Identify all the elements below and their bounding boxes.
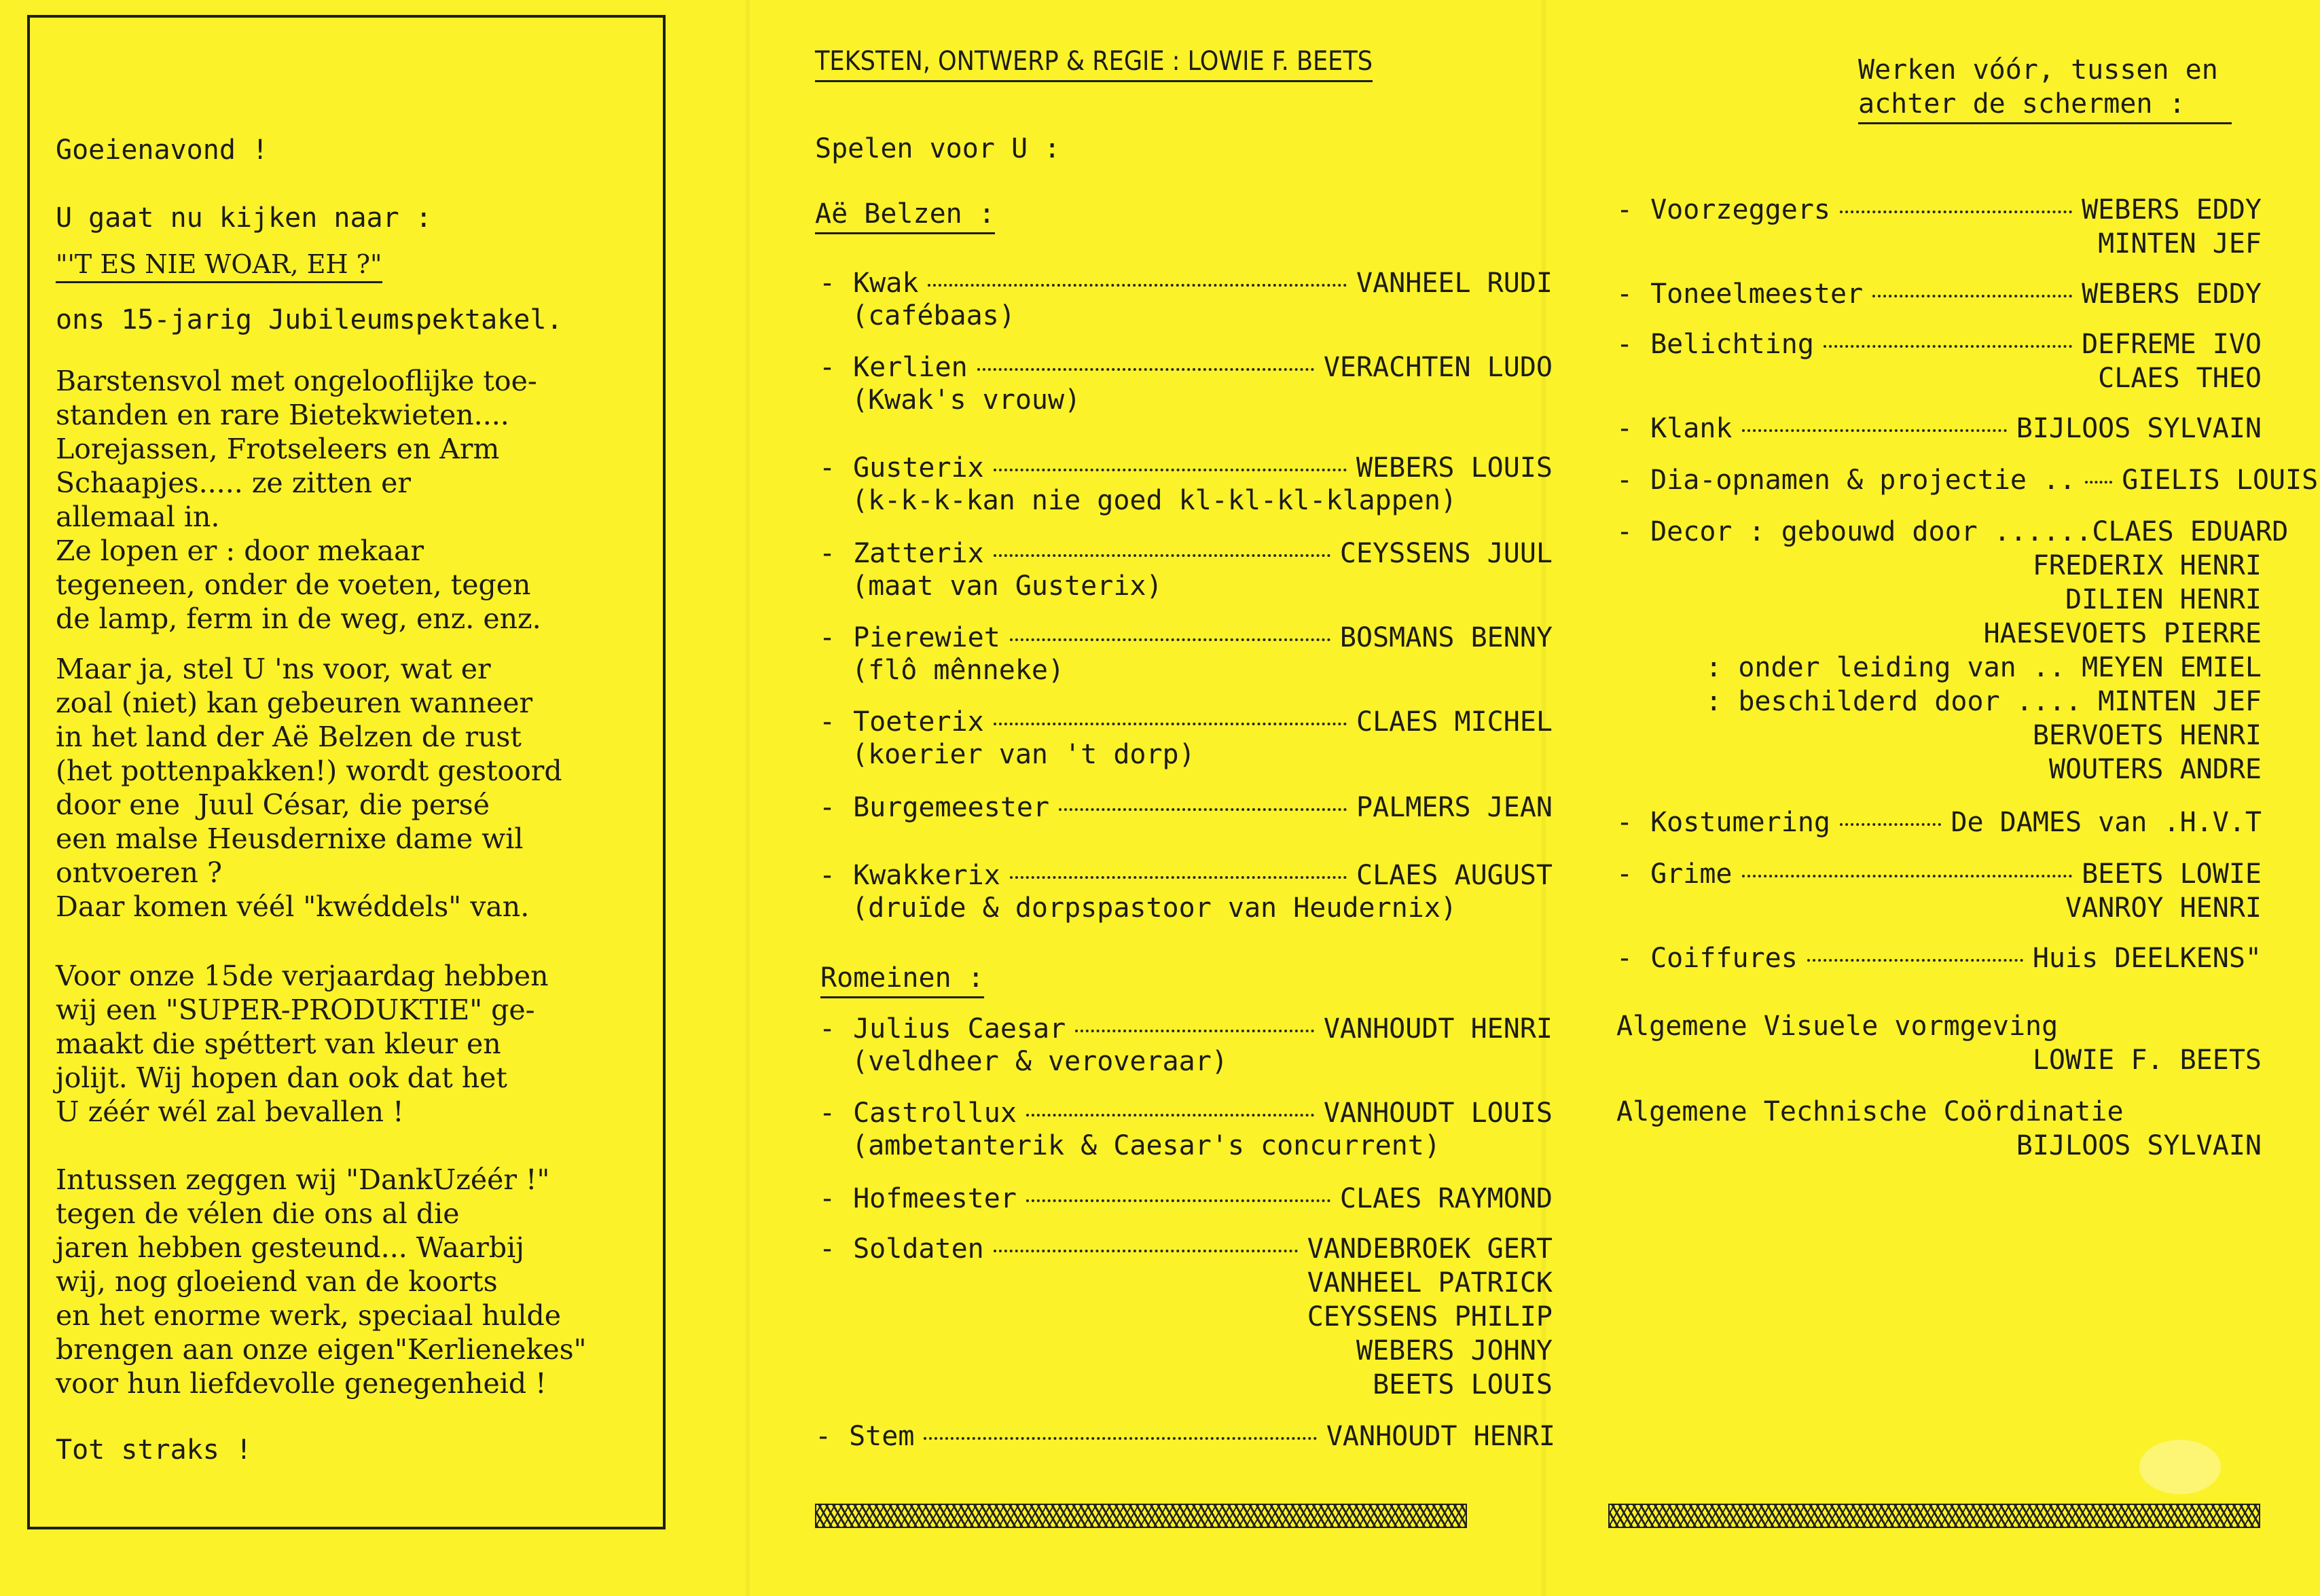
- dash-mark: -: [819, 1183, 836, 1214]
- dash-mark: -: [1616, 516, 1633, 547]
- crew-role: Grime: [1650, 858, 1733, 890]
- paragraph-line: allemaal in.: [56, 501, 220, 533]
- crew-name: WEBERS EDDY: [2082, 278, 2262, 310]
- leader-dots: [1840, 211, 2072, 213]
- crew-name: CLAES THEO: [2098, 363, 2262, 394]
- cast-entry: [819, 537, 1553, 570]
- actor-name: VANHOUDT LOUIS: [1323, 1098, 1553, 1129]
- paragraph-line: tegeneen, onder de voeten, tegen: [56, 568, 531, 601]
- leader-dots: [1824, 345, 2072, 348]
- dash-mark: -: [1616, 278, 1633, 310]
- role-name: Gusterix: [853, 452, 984, 484]
- paragraph-line: en het enorme werk, speciaal hulde: [56, 1299, 561, 1332]
- intro-text: U gaat nu kijken naar :: [56, 202, 432, 234]
- paragraph-line: de lamp, ferm in de weg, enz. enz.: [56, 602, 541, 635]
- visueel-label: Algemene Visuele vormgeving: [1616, 1011, 2059, 1042]
- crew-role: Coiffures: [1650, 943, 1798, 974]
- role-note: (koerier van 't dorp): [852, 739, 1195, 770]
- actor-name: VERACHTEN LUDO: [1323, 352, 1553, 383]
- crew-name: BERVOETS HENRI: [2032, 720, 2262, 751]
- crew-name: MINTEN JEF: [2098, 686, 2262, 717]
- role-name: Burgemeester: [853, 792, 1050, 823]
- visueel-name: LOWIE F. BEETS: [2032, 1045, 2262, 1076]
- crew-name: GIELIS LOUIS: [2122, 465, 2319, 496]
- paragraph-line: maakt die spéttert van kleur en: [56, 1028, 501, 1060]
- crew-name: CLAES EDUARD: [2092, 516, 2289, 547]
- paragraph-line: U zéér wél zal bevallen !: [56, 1095, 404, 1128]
- cast-entry: [819, 791, 1553, 824]
- dash-mark: -: [819, 538, 836, 569]
- crew-header-line2: achter de schermen :: [1858, 87, 2232, 124]
- paragraph-line: Intussen zeggen wij "DankUzéér !": [56, 1163, 550, 1196]
- leader-dots: [1010, 876, 1347, 879]
- role-name: Soldaten: [853, 1233, 984, 1265]
- jubilee-text: ons 15-jarig Jubileumspektakel.: [56, 304, 563, 335]
- dash-mark: -: [819, 622, 836, 653]
- cast-entry: [819, 1096, 1553, 1130]
- leader-dots: [1807, 959, 2023, 962]
- actor-name: CLAES RAYMOND: [1339, 1183, 1553, 1214]
- crew-name: BIJLOOS SYLVAIN: [2016, 413, 2262, 444]
- dash-mark: -: [819, 352, 836, 383]
- role-name: Toeterix: [853, 706, 984, 738]
- dash-mark: -: [1616, 943, 1633, 974]
- paragraph-line: ontvoeren ?: [56, 856, 222, 889]
- show-title: "'T ES NIE WOAR, EH ?": [56, 249, 382, 283]
- crew-name: WOUTERS ANDRE: [2048, 754, 2262, 785]
- decorative-hatch-bar: [815, 1504, 1467, 1528]
- leader-dots: [1872, 295, 2072, 297]
- crew-role: Kostumering: [1650, 807, 1830, 838]
- cast-entry-stem: - Stem VANHOUDT HENRI: [815, 1421, 1555, 1452]
- paragraph-line: Daar komen véél "kwéddels" van.: [56, 890, 530, 923]
- leader-dots: [1742, 875, 2073, 877]
- crew-name: De DAMES van .H.V.T: [1951, 807, 2262, 838]
- paragraph-line: jolijt. Wij hopen dan ook dat het: [56, 1062, 507, 1094]
- role-note: (druïde & dorpspastoor van Heudernix): [852, 892, 1457, 924]
- credits-header: TEKSTEN, ONTWERP & REGIE : LOWIE F. BEETS: [815, 45, 1373, 82]
- leader-dots: [994, 1250, 1298, 1252]
- role-name: Stem: [849, 1421, 915, 1452]
- decor-painted-line: [1705, 685, 2262, 719]
- paragraph-line: wij, nog gloeiend van de koorts: [56, 1265, 498, 1298]
- technisch-name: BIJLOOS SYLVAIN: [2016, 1130, 2262, 1161]
- group-heading-romeinen: Romeinen :: [820, 961, 984, 998]
- decorative-hatch-bar: [1608, 1504, 2260, 1528]
- technisch-label: Algemene Technische Coördinatie: [1616, 1096, 2124, 1127]
- actor-name: CLAES AUGUST: [1356, 860, 1553, 891]
- leader-dots: [1075, 1030, 1314, 1032]
- leader-dots: [1026, 1114, 1314, 1117]
- paragraph-line: Schaapjes..... ze zitten er: [56, 467, 411, 499]
- paragraph-line: zoal (niet) kan gebeuren wanneer: [56, 687, 533, 719]
- crew-entry: [1616, 941, 2262, 975]
- paragraph-line: Lorejassen, Frotseleers en Arm: [56, 433, 500, 465]
- left-panel: [0, 0, 713, 1596]
- leader-dots: [994, 469, 1347, 471]
- crew-name: Huis DEELKENS": [2032, 943, 2262, 974]
- dash-mark: -: [819, 268, 836, 299]
- actor-name: WEBERS LOUIS: [1356, 452, 1553, 484]
- actor-name: CEYSSENS PHILIP: [1307, 1301, 1553, 1332]
- right-panel: [1576, 0, 2319, 1596]
- leader-dots: [1010, 638, 1330, 641]
- role-note: (maat van Gusterix): [852, 570, 1163, 602]
- crew-role: Belichting: [1650, 329, 1814, 360]
- actor-name: VANDEBROEK GERT: [1307, 1233, 1553, 1265]
- cast-entry: [819, 350, 1553, 384]
- role-note: (cafébaas): [852, 300, 1015, 331]
- paragraph-line: voor hun liefdevolle genegenheid !: [56, 1367, 547, 1400]
- dash-mark: -: [819, 706, 836, 738]
- role-name: Kerlien: [853, 352, 968, 383]
- dash-mark: -: [1616, 329, 1633, 360]
- greeting: Goeienavond !: [56, 134, 269, 166]
- dash-mark: -: [819, 1233, 836, 1265]
- middle-panel: [767, 0, 1555, 1596]
- crew-role: Dia-opnamen & projectie ..: [1650, 465, 2076, 496]
- crew-role: Toneelmeester: [1650, 278, 1864, 310]
- dash-mark: -: [819, 792, 836, 823]
- dash-mark: -: [819, 452, 836, 484]
- actor-name: CEYSSENS JUUL: [1339, 538, 1553, 569]
- crew-name: MINTEN JEF: [2098, 228, 2262, 259]
- paragraph-line: jaren hebben gesteund... Waarbij: [56, 1231, 524, 1264]
- cast-entry: [819, 621, 1553, 655]
- role-name: Pierewiet: [853, 622, 1000, 653]
- paragraph-line: standen en rare Bietekwieten....: [56, 399, 509, 431]
- role-note: (k-k-k-kan nie goed kl-kl-kl-klappen): [852, 485, 1457, 516]
- leader-dots: [2085, 481, 2112, 484]
- crew-role: Klank: [1650, 413, 1733, 444]
- crew-entry: [1616, 857, 2262, 891]
- crew-entry: [1616, 277, 2262, 311]
- role-name: Kwak: [853, 268, 919, 299]
- actor-name: VANHOUDT HENRI: [1326, 1421, 1555, 1452]
- closing-text: Tot straks !: [56, 1434, 252, 1466]
- role-note: (veldheer & veroveraar): [852, 1046, 1228, 1077]
- crew-entry-decor: [1616, 515, 2289, 549]
- crew-name: FREDERIX HENRI: [2032, 550, 2262, 581]
- role-note: (ambetanterik & Caesar's concurrent): [852, 1130, 1440, 1161]
- paragraph-line: Maar ja, stel U 'ns voor, wat er: [56, 653, 491, 685]
- crew-name: BEETS LOWIE: [2082, 858, 2262, 890]
- crew-name: WEBERS EDDY: [2082, 194, 2262, 225]
- actor-name: PALMERS JEAN: [1356, 792, 1553, 823]
- leader-dots: [994, 554, 1330, 557]
- cast-entry: [819, 705, 1553, 739]
- actor-name: VANHOUDT HENRI: [1323, 1013, 1553, 1045]
- leader-dots: [928, 284, 1347, 287]
- actor-name: BEETS LOUIS: [1373, 1369, 1553, 1400]
- paragraph-line: (het pottenpakken!) wordt gestoord: [56, 755, 562, 787]
- decor-lead-label: : onder leiding van ..: [1705, 652, 2065, 683]
- paragraph-line: een malse Heusdernixe dame wil: [56, 822, 524, 855]
- decor-lead-line: [1705, 651, 2262, 685]
- crew-entry: [1616, 463, 2319, 497]
- role-note: (flô mênneke): [852, 655, 1065, 686]
- actor-name: CLAES MICHEL: [1356, 706, 1553, 738]
- spelen-heading: Spelen voor U :: [815, 133, 1061, 164]
- paragraph-line: wij een "SUPER-PRODUKTIE" ge-: [56, 994, 535, 1026]
- group-heading-belzen: Aë Belzen :: [815, 197, 995, 234]
- paper-smudge: [2139, 1440, 2221, 1494]
- crew-entry: [1616, 193, 2262, 227]
- leader-dots: [1742, 429, 2007, 432]
- decor-painted-label: : beschilderd door ....: [1705, 686, 2082, 717]
- dash-mark: -: [819, 860, 836, 891]
- crew-entry: [1616, 327, 2262, 361]
- dash-mark: -: [819, 1098, 836, 1129]
- leader-dots: [1059, 808, 1347, 811]
- dash-mark: -: [1616, 807, 1633, 838]
- cast-entry: [819, 1012, 1553, 1046]
- cast-entry: [819, 1182, 1553, 1216]
- role-note: (Kwak's vrouw): [852, 384, 1081, 416]
- role-name: Hofmeester: [853, 1183, 1017, 1214]
- dash-mark: -: [1616, 465, 1633, 496]
- crew-name: VANROY HENRI: [2065, 892, 2262, 924]
- paragraph-line: Barstensvol met ongelooflijke toe-: [56, 365, 537, 397]
- crew-header-line1: Werken vóór, tussen en: [1858, 54, 2218, 86]
- paragraph-line: brengen aan onze eigen"Kerlienekes": [56, 1333, 587, 1366]
- crew-entry: [1616, 805, 2262, 839]
- crew-entry: [1616, 412, 2262, 446]
- paragraph-line: tegen de vélen die ons al die: [56, 1197, 460, 1230]
- actor-name: VANHEEL RUDI: [1356, 268, 1553, 299]
- role-name: Zatterix: [853, 538, 984, 569]
- paragraph-line: in het land der Aë Belzen de rust: [56, 721, 522, 753]
- leader-dots: [1840, 823, 1941, 826]
- leader-dots: [1026, 1199, 1330, 1202]
- crew-role: Decor : gebouwd door ......: [1650, 516, 2092, 547]
- cast-entry: [819, 266, 1553, 300]
- crew-name: HAESEVOETS PIERRE: [1983, 618, 2262, 649]
- crew-name: MEYEN EMIEL: [2082, 652, 2262, 683]
- role-name: Julius Caesar: [853, 1013, 1066, 1045]
- actor-name: VANHEEL PATRICK: [1307, 1267, 1553, 1299]
- actor-name: BOSMANS BENNY: [1339, 622, 1553, 653]
- paragraph-line: Ze lopen er : door mekaar: [56, 534, 424, 567]
- crew-name: DEFREME IVO: [2082, 329, 2262, 360]
- cast-entry-soldaten: [819, 1232, 1553, 1266]
- actor-name: WEBERS JOHNY: [1356, 1335, 1553, 1366]
- cast-entry: [819, 451, 1553, 485]
- leader-dots: [977, 368, 1314, 371]
- dash-mark: -: [1616, 194, 1633, 225]
- paragraph-line: Voor onze 15de verjaardag hebben: [56, 960, 549, 992]
- dash-mark: -: [1616, 858, 1633, 890]
- dash-mark: -: [1616, 413, 1633, 444]
- dash-mark: -: [819, 1013, 836, 1045]
- role-name: Castrollux: [853, 1098, 1017, 1129]
- cast-entry: [819, 858, 1553, 892]
- crew-name: DILIEN HENRI: [2065, 584, 2262, 615]
- leader-dots: [994, 723, 1347, 725]
- role-name: Kwakkerix: [853, 860, 1000, 891]
- crew-role: Voorzeggers: [1650, 194, 1830, 225]
- paragraph-line: door ene Juul César, die persé: [56, 788, 490, 821]
- fold-line-left: [746, 0, 750, 1596]
